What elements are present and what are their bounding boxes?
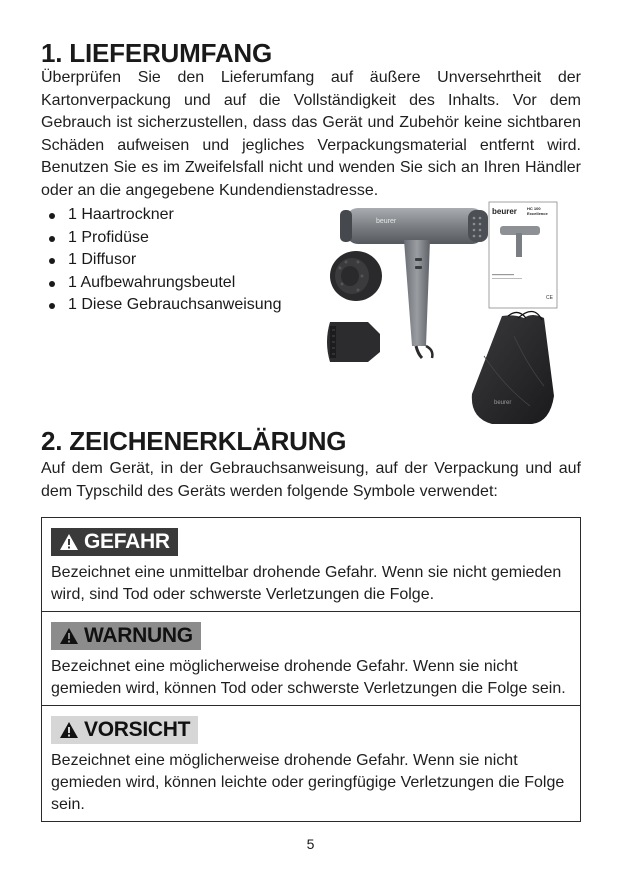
badge-label: GEFAHR: [84, 530, 170, 553]
symbol-table: [41, 517, 581, 822]
list-item: 1 Haartrockner: [43, 204, 281, 227]
bag-brand-text: beurer: [494, 400, 512, 406]
caution-badge: [51, 716, 198, 744]
list-item: 1 Aufbewahrungsbeutel: [43, 272, 281, 295]
manual-model-text: HC 100: [527, 206, 541, 211]
diffuser-image: [330, 251, 382, 301]
product-illustration: [318, 196, 558, 426]
symbol-description: Bezeichnet eine unmittelbar drohende Gefahr. Wenn sie nicht gemieden wird, sind Tod oder schwerste Verletzungen die Folge.: [51, 564, 562, 603]
warning-triangle-icon: [59, 721, 79, 739]
page-number: 5: [306, 836, 315, 852]
warning-triangle-icon: [59, 533, 79, 551]
manual-booklet-image: [489, 202, 557, 308]
ce-mark-text: CE: [546, 295, 553, 301]
manual-brand-text: beurer: [492, 207, 517, 216]
list-item: 1 Profidüse: [43, 227, 281, 250]
list-item: 1 Diffusor: [43, 249, 281, 272]
symbol-row-vorsicht: [42, 705, 580, 821]
badge-label: VORSICHT: [84, 718, 191, 741]
symbol-row-warnung: [42, 611, 580, 705]
badge-label: WARNUNG: [84, 624, 193, 647]
warning-badge: [51, 622, 201, 650]
symbol-description: Bezeichnet eine möglicherweise drohende Gefahr. Wenn sie nicht gemieden wird, können Tod oder schwerste Verletzungen die Folge sein.: [51, 658, 566, 697]
list-item: 1 Diese Gebrauchsanweisung: [43, 294, 281, 317]
section-title-lieferumfang: 1. LIEFERUMFANG: [41, 38, 273, 68]
danger-badge: [51, 528, 178, 556]
lieferumfang-paragraph: Überprüfen Sie den Lieferumfang auf äußere Unversehrtheit der Kartonverpackung und auf die Vollständigkeit des Inhalts. Vor dem Gebrauch ist sicherzustellen, dass das Gerät und Zubehör keine sichtbaren Schäden aufweisen und jegliches Verpackungsmaterial entfernt wird. Benutzen Sie es im Zweifelsfall nicht und wenden Sie sich an Ihren Händler oder an die angegebene Kundendienstadresse.: [41, 69, 581, 199]
manual-model-sub-text: Excellence: [527, 211, 548, 216]
symbol-row-gefahr: [42, 518, 580, 611]
nozzle-image: [327, 322, 380, 362]
delivery-items-list: [43, 204, 281, 317]
zeichenerklaerung-paragraph: Auf dem Gerät, in der Gebrauchsanweisung, auf der Verpackung und auf dem Typschild des Geräts werden folgende Symbole verwendet:: [41, 460, 581, 500]
section-title-zeichenerklaerung: 2. ZEICHENERKLÄRUNG: [41, 426, 347, 456]
warning-triangle-icon: [59, 627, 79, 645]
symbol-description: Bezeichnet eine möglicherweise drohende Gefahr. Wenn sie nicht gemieden wird, können leichte oder geringfügige Verletzungen die Folge sein.: [51, 752, 565, 813]
dryer-brand-text: beurer: [376, 218, 397, 225]
storage-bag-image: [472, 311, 554, 424]
